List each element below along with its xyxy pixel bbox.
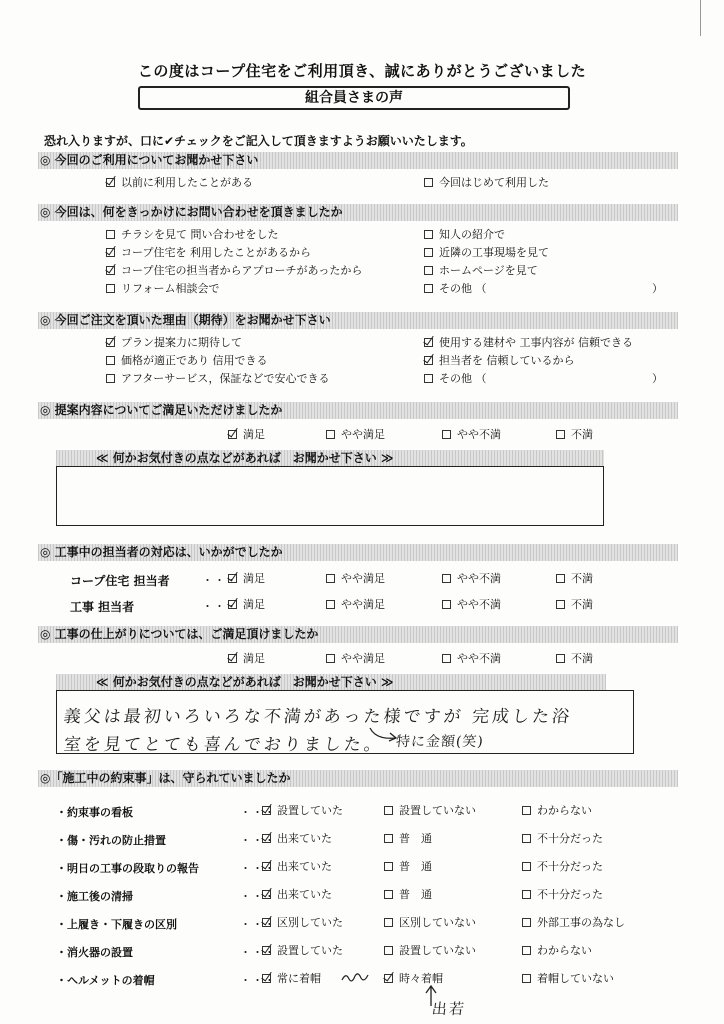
checkbox-icon[interactable]	[326, 600, 335, 609]
promise-option-c[interactable]: わからない	[522, 944, 592, 958]
option-used-coop[interactable]: コープ住宅を 利用したことがあるから	[106, 246, 311, 260]
leader-dots: ・・・	[240, 806, 276, 819]
rating-satisfied[interactable]: 満足	[228, 652, 265, 666]
checkbox-icon[interactable]	[442, 430, 451, 439]
handwritten-comment-line-2: 室を見てとても喜んでおりました。	[62, 735, 385, 755]
option-plan[interactable]: プラン提案力に期待して	[106, 336, 242, 350]
rating-somewhat-satisfied[interactable]: やや満足	[326, 428, 385, 442]
rating-satisfied[interactable]: 満足	[228, 598, 265, 612]
leader-dots: ・・・	[202, 600, 238, 613]
checkbox-icon[interactable]	[556, 430, 565, 439]
rating-somewhat-dissatisfied[interactable]: やや不満	[442, 428, 501, 442]
leader-dots: ・・・	[240, 862, 276, 875]
checkbox-icon[interactable]	[522, 918, 531, 927]
checkbox-icon[interactable]	[384, 946, 393, 955]
leader-dots: ・・・	[240, 974, 276, 987]
rating-somewhat-dissatisfied[interactable]: やや不満	[442, 598, 501, 612]
section-6-heading: ◎ 工事の仕上がりについては、ご満足頂けましたか	[38, 626, 678, 643]
promise-option-b[interactable]: 普 通	[384, 888, 432, 902]
rating-dissatisfied[interactable]: 不満	[556, 598, 593, 612]
option-other-reason[interactable]: その他 （	[424, 372, 487, 386]
handwritten-note-bottom: 出若	[431, 1000, 467, 1018]
rating-satisfied[interactable]: 満足	[228, 572, 265, 586]
checkbox-icon[interactable]	[522, 946, 531, 955]
checkbox-icon[interactable]	[522, 974, 531, 983]
handwritten-comment-line-1: 義父は最初いろいろな不満があった様ですが 完成した浴	[62, 707, 574, 727]
section-7-heading: ◎「施工中の約束事」は、守られていましたか	[38, 770, 678, 787]
checkbox-icon[interactable]	[106, 230, 115, 239]
page-edge-line	[700, 0, 701, 36]
rating-satisfied[interactable]: 満足	[228, 428, 265, 442]
leader-dots: ・・・	[240, 946, 276, 959]
checkbox-icon[interactable]	[442, 574, 451, 583]
checked-box-icon[interactable]	[262, 946, 271, 955]
checked-box-icon[interactable]	[228, 654, 237, 663]
comment-box-1[interactable]	[56, 466, 604, 526]
checked-box-icon[interactable]	[384, 974, 393, 983]
checkbox-icon[interactable]	[326, 654, 335, 663]
promise-option-c[interactable]: 不十分だった	[522, 888, 603, 902]
checked-box-icon[interactable]	[424, 338, 433, 347]
checked-box-icon[interactable]	[228, 430, 237, 439]
promise-row-label: ・上履き・下履きの区別	[56, 918, 177, 931]
row-label-construction-staff: 工事 担当者	[70, 600, 135, 614]
promise-option-a[interactable]: 設置していた	[262, 804, 343, 818]
promise-option-b[interactable]: 普 通	[384, 860, 432, 874]
checked-box-icon[interactable]	[106, 266, 115, 275]
promise-option-c[interactable]: わからない	[522, 804, 592, 818]
option-nearby-site[interactable]: 近隣の工事現場を見て	[424, 246, 549, 260]
checked-box-icon[interactable]	[106, 178, 115, 187]
checkbox-icon[interactable]	[384, 862, 393, 871]
leader-dots: ・・・	[202, 574, 238, 587]
checked-box-icon[interactable]	[228, 600, 237, 609]
rating-somewhat-satisfied[interactable]: やや満足	[326, 572, 385, 586]
section-4-heading: ◎ 提案内容についてご満足いただけましたか	[38, 402, 678, 419]
rating-dissatisfied[interactable]: 不満	[556, 652, 593, 666]
option-homepage[interactable]: ホームページを見て	[424, 264, 538, 278]
checkbox-icon[interactable]	[556, 654, 565, 663]
checked-box-icon[interactable]	[262, 918, 271, 927]
paren-close: ）	[652, 282, 663, 295]
checkbox-icon[interactable]	[326, 430, 335, 439]
option-referral[interactable]: 知人の紹介で	[424, 228, 505, 242]
paren-close: ）	[652, 372, 663, 385]
promise-option-b[interactable]: 普 通	[384, 832, 432, 846]
checkbox-icon[interactable]	[556, 574, 565, 583]
section-1-heading: ◎ 今回のご利用についてお聞かせ下さい	[38, 152, 678, 169]
handwritten-comment-note: 特に金額(笑)	[395, 734, 485, 750]
checkbox-icon[interactable]	[522, 834, 531, 843]
option-price[interactable]: 価格が適正であり 信用できる	[106, 354, 268, 368]
checked-box-icon[interactable]	[424, 356, 433, 365]
checkbox-icon[interactable]	[384, 834, 393, 843]
checkbox-icon[interactable]	[384, 918, 393, 927]
promise-option-b[interactable]: 時々着帽	[384, 972, 443, 986]
option-aftercare[interactable]: アフターサービス，保証などで安心できる	[106, 372, 330, 386]
comment-heading-1: ≪ 何かお気付きの点などがあれば お聞かせ下さい ≫	[56, 450, 604, 467]
promise-option-a[interactable]: 出来ていた	[262, 832, 332, 846]
checked-box-icon[interactable]	[106, 338, 115, 347]
leader-dots: ・・・	[240, 918, 276, 931]
handwritten-scribble-icon	[340, 970, 370, 986]
option-other[interactable]: その他 （	[424, 282, 487, 296]
handwritten-up-arrow-icon	[424, 984, 438, 1008]
checkbox-icon[interactable]	[556, 600, 565, 609]
checkbox-icon[interactable]	[424, 248, 433, 257]
section-5-heading: ◎ 工事中の担当者の対応は、いかがでしたか	[38, 544, 678, 561]
promise-row-label: ・ヘルメットの着帽	[56, 974, 155, 987]
option-approach[interactable]: コープ住宅の担当者からアプローチがあったから	[106, 264, 362, 278]
leader-dots: ・・・	[240, 834, 276, 847]
option-flyer[interactable]: チラシを見て 問い合わせをした	[106, 228, 279, 242]
promise-row-label: ・約束事の看板	[56, 806, 133, 819]
checked-box-icon[interactable]	[262, 974, 271, 983]
checkbox-icon[interactable]	[522, 806, 531, 815]
option-trust-staff[interactable]: 担当者を 信頼しているから	[424, 354, 575, 368]
rating-somewhat-satisfied[interactable]: やや満足	[326, 652, 385, 666]
option-materials[interactable]: 使用する建材や 工事内容が 信頼できる	[424, 336, 633, 350]
checked-box-icon[interactable]	[262, 890, 271, 899]
rating-somewhat-satisfied[interactable]: やや満足	[326, 598, 385, 612]
section-2-heading: ◎ 今回は、何をきっかけにお問い合わせを頂きましたか	[38, 204, 678, 221]
checked-box-icon[interactable]	[262, 834, 271, 843]
rating-somewhat-dissatisfied[interactable]: やや不満	[442, 652, 501, 666]
promise-option-b[interactable]: 設置していない	[384, 804, 476, 818]
row-label-coop-staff: コープ住宅 担当者	[70, 574, 170, 588]
checkbox-icon[interactable]	[424, 266, 433, 275]
option-used-before[interactable]: 以前に利用したことがある	[106, 176, 253, 190]
checkbox-icon[interactable]	[106, 284, 115, 293]
checkbox-icon[interactable]	[424, 230, 433, 239]
checked-box-icon[interactable]	[262, 862, 271, 871]
form-subtitle: 組合員さまの声	[138, 86, 570, 110]
promise-row-label: ・消火器の設置	[56, 946, 133, 959]
promise-option-c[interactable]: 不十分だった	[522, 832, 603, 846]
option-first-time[interactable]: 今回はじめて利用した	[424, 176, 549, 190]
promise-row-label: ・傷・汚れの防止措置	[56, 834, 166, 847]
promise-option-c[interactable]: 着帽していない	[522, 972, 614, 986]
checkbox-icon[interactable]	[424, 178, 433, 187]
promise-row-label: ・明日の工事の段取りの報告	[56, 862, 199, 875]
checkbox-icon[interactable]	[442, 600, 451, 609]
checkbox-icon[interactable]	[424, 374, 433, 383]
promise-option-a[interactable]: 出来ていた	[262, 860, 332, 874]
promise-row-label: ・施工後の清掃	[56, 890, 133, 903]
rating-dissatisfied[interactable]: 不満	[556, 428, 593, 442]
promise-option-a[interactable]: 設置していた	[262, 944, 343, 958]
promise-option-a[interactable]: 区別していた	[262, 916, 343, 930]
promise-option-a[interactable]: 常に着帽	[262, 972, 321, 986]
checkbox-icon[interactable]	[442, 654, 451, 663]
checkbox-icon[interactable]	[424, 284, 433, 293]
section-3-heading: ◎ 今回ご注文を頂いた理由（期待）をお聞かせ下さい	[38, 312, 678, 329]
rating-dissatisfied[interactable]: 不満	[556, 572, 593, 586]
checkbox-icon[interactable]	[522, 862, 531, 871]
checkbox-icon[interactable]	[384, 806, 393, 815]
form-title: この度はコープ住宅をご利用頂き、誠にありがとうございました	[137, 62, 587, 80]
comment-heading-2: ≪ 何かお気付きの点などがあれば お聞かせ下さい ≫	[56, 674, 606, 691]
checked-box-icon[interactable]	[262, 806, 271, 815]
option-reform-fair[interactable]: リフォーム相談会で	[106, 282, 219, 296]
checked-box-icon[interactable]	[228, 574, 237, 583]
rating-somewhat-dissatisfied[interactable]: やや不満	[442, 572, 501, 586]
checkbox-icon[interactable]	[106, 374, 115, 383]
leader-dots: ・・・	[240, 890, 276, 903]
checked-box-icon[interactable]	[106, 248, 115, 257]
checkbox-icon[interactable]	[384, 890, 393, 899]
promise-option-c[interactable]: 不十分だった	[522, 860, 603, 874]
promise-option-b[interactable]: 設置していない	[384, 944, 476, 958]
checkbox-icon[interactable]	[326, 574, 335, 583]
promise-option-b[interactable]: 区別していない	[384, 916, 476, 930]
promise-option-c[interactable]: 外部工事の為なし	[522, 916, 625, 930]
checkbox-icon[interactable]	[522, 890, 531, 899]
handwritten-arrow-icon	[368, 724, 400, 744]
checkbox-icon[interactable]	[106, 356, 115, 365]
instruction-text: 恐れ入りますが、口に✔チェックをご記入して頂きますようお願いいたします。	[44, 134, 473, 148]
promise-option-a[interactable]: 出来ていた	[262, 888, 332, 902]
